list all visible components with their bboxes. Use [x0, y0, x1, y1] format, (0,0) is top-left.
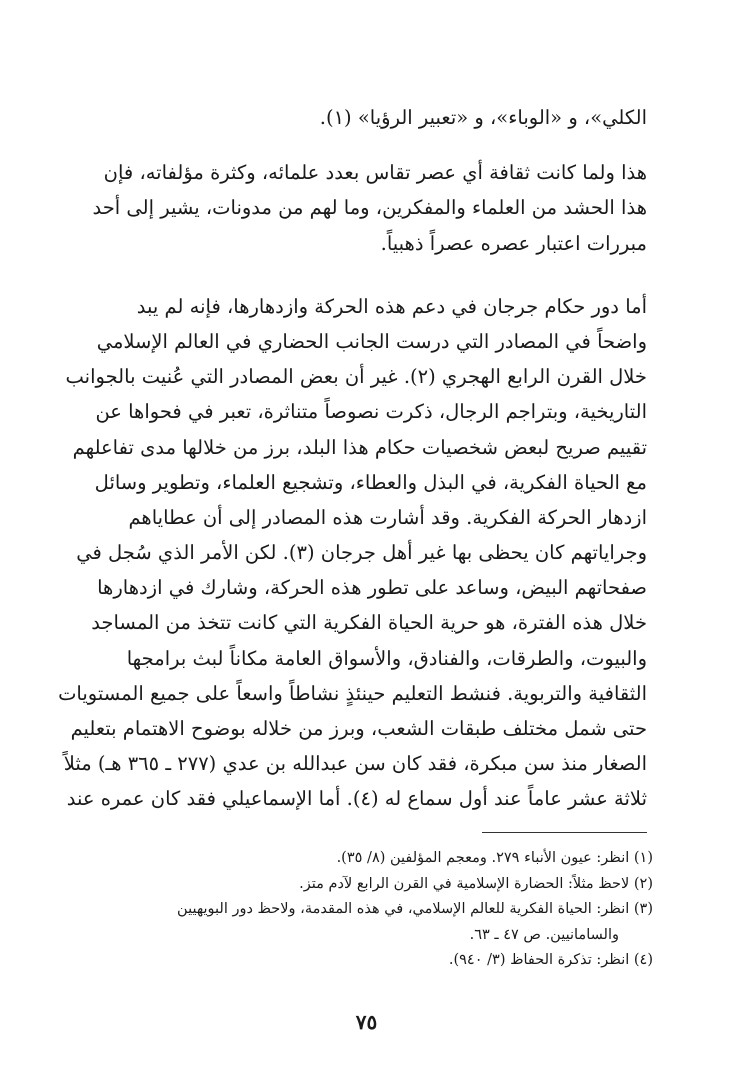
- paragraph-gap: [82, 261, 647, 289]
- text-line: أما دور حكام جرجان في دعم هذه الحركة وازدهارها، فإنه لم يبد: [136, 294, 647, 318]
- text-line: هذا الحشد من العلماء والمفكرين، وما لهم من مدونات، يشير إلى أحد: [92, 196, 647, 220]
- text-line: واضحاً في المصادر التي درست الجانب الحضاري في العالم الإسلامي: [96, 329, 647, 353]
- paragraph-3: [58, 289, 647, 817]
- text-line: صفحاتهم البيض، وساعد على تطور هذه الحركة، وشارك في ازدهارها: [97, 576, 647, 600]
- text-line: هذا ولما كانت ثقافة أي عصر تقاس بعدد علمائه، وكثرة مؤلفاته، فإن: [103, 161, 647, 185]
- text-line: مع الحياة الفكرية، في البذل والعطاء، وتشجيع العلماء، وتطوير وسائل: [94, 470, 647, 494]
- page-number: ٧٥: [355, 1010, 378, 1034]
- footnote-2: (٢) لاحظ مثلاً: الحضارة الإسلامية في القرن الرابع لآدم متز.: [299, 875, 653, 892]
- text-line: مبررات اعتبار عصره عصراً ذهبياً.: [380, 231, 647, 255]
- footnote-4: (٤) انظر: تذكرة الحفاظ (٣/ ٩٤٠).: [448, 952, 653, 968]
- text-line: الصغار منذ سن مبكرة، فقد كان سن عبدالله بن عدي (٢٧٧ ـ ٣٦٥ هـ) مثلاً: [63, 752, 647, 776]
- footnote-3: (٣) انظر: الحياة الفكرية للعالم الإسلامي، في هذه المقدمة، ولاحظ دور البويهيين: [177, 901, 653, 917]
- text-line: وجراياتهم كان يحظى بها غير أهل جرجان (٣). لكن الأمر الذي سُجل في: [76, 541, 647, 565]
- paragraph-2: [82, 155, 647, 261]
- paragraph-1: [82, 100, 647, 135]
- text-line: ازدهار الحركة الفكرية. وقد أشارت هذه المصادر إلى أن عطاياهم: [128, 505, 647, 529]
- text-line: الكلي»، و «الوباء»، و «تعبير الرؤيا» (١).: [319, 106, 647, 129]
- footnote-1: (١) انظر: عيون الأنباء ٢٧٩. ومعجم المؤلفين (٨/ ٣٥).: [336, 850, 653, 866]
- text-line: حتى شمل مختلف طبقات الشعب، وبرز من خلاله بوضوح الاهتمام بتعليم: [70, 717, 647, 740]
- text-line: خلال القرن الرابع الهجري (٢). غير أن بعض المصادر التي عُنيت بالجوانب: [65, 365, 647, 389]
- text-line: الثقافية والتربوية. فنشط التعليم حينئذٍ نشاطاً واسعاً على جميع المستويات: [58, 681, 647, 705]
- footnote-divider: [482, 832, 647, 833]
- text-line: تقييم صريح لبعض شخصيات حكام هذا البلد، برز من خلالها مدى تفاعلهم: [72, 435, 647, 459]
- footnote-3-continuation: والسامانيين. ص ٤٧ ـ ٦٣.: [469, 926, 619, 943]
- main-text: [58, 100, 647, 817]
- text-line: ثلاثة عشر عاماً عند أول سماع له (٤). أما الإسماعيلي فقد كان عمره عند: [66, 787, 647, 811]
- text-line: والبيوت، والطرقات، والفنادق، والأسواق العامة مكاناً لبث برامجها: [126, 646, 647, 670]
- footnotes: [78, 846, 653, 974]
- text-line: التاريخية، وبتراجم الرجال، ذكرت نصوصاً متناثرة، تعبر في فحواها عن: [95, 400, 647, 424]
- text-line: خلال هذه الفترة، هو حرية الحياة الفكرية التي كانت تتخذ من المساجد: [91, 611, 647, 635]
- paragraph-gap: [82, 135, 647, 155]
